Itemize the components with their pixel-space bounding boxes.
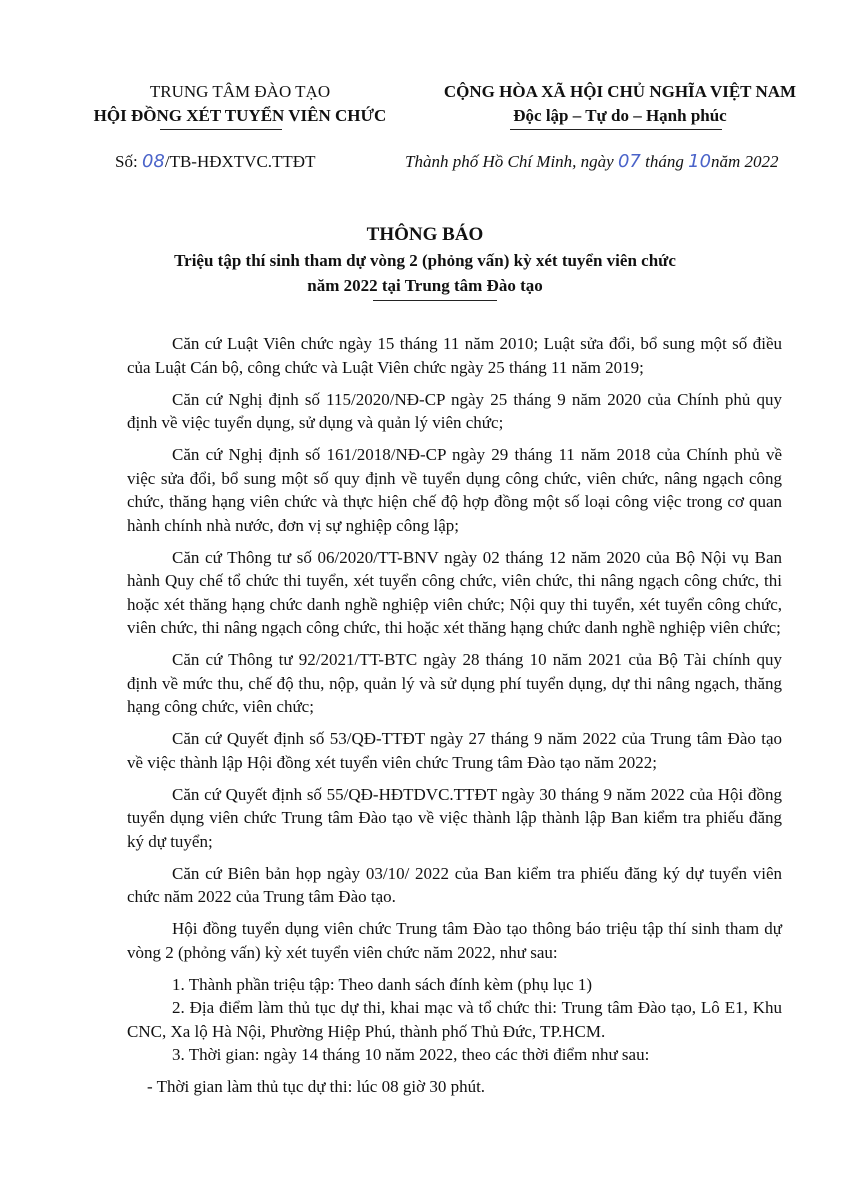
list-item: 2. Địa điểm làm thủ tục dự thi, khai mạc và tổ chức thi: Trung tâm Đào tạo, Lô E1, Khu CNC, Xa lộ Hà Nội, Phường Hiệp Phú, thành phố Thủ Đức, TP.HCM. — [127, 998, 782, 1041]
notice-title: THÔNG BÁO — [366, 224, 484, 245]
place-date-prefix: Thành phố Hồ Chí Minh, ngày — [405, 152, 618, 171]
month-label: tháng — [640, 152, 689, 171]
list-item: 1. Thành phần triệu tập: Theo danh sách đính kèm (phụ lục 1) — [172, 974, 593, 994]
paragraph: Căn cứ Quyết định số 55/QĐ-HĐTDVC.TTĐT ngày 30 tháng 9 năm 2022 của Hội đồng tuyển dụng viên chức Trung tâm Đào tạo về việc thành lập thành lập Ban kiểm tra phiếu đăng ký dự tuyển; — [127, 784, 782, 851]
title-underline — [373, 300, 497, 301]
notice-subtitle-line2: năm 2022 tại Trung tâm Đào tạo — [307, 276, 543, 295]
paragraph: Căn cứ Nghị định số 161/2018/NĐ-CP ngày 29 tháng 11 năm 2018 của Chính phủ về việc sửa đổi, bổ sung một số quy định về tuyển dụng công chức, viên chức, nâng ngạch công chức, thăng hạng viên chức và thực hiện chế độ hợp đồng một số loại công việc trong cơ quan hành chính nhà nước, đơn vị sự nghiệp công lập; — [127, 445, 782, 535]
country-name: CỘNG HÒA XÃ HỘI CHỦ NGHĨA VIỆT NAM — [443, 82, 797, 101]
issuer-underline — [160, 129, 282, 130]
motto: Độc lập – Tự do – Hạnh phúc — [513, 106, 727, 125]
month-handwritten: 10 — [688, 151, 712, 172]
list-item: 3. Thời gian: ngày 14 tháng 10 năm 2022, theo các thời điểm như sau: — [172, 1045, 650, 1064]
paragraph: Căn cứ Thông tư 92/2021/TT-BTC ngày 28 tháng 10 năm 2021 của Bộ Tài chính quy định về mức thu, chế độ thu, nộp, quản lý và sử dụng phí tuyển dụng, dự thi nâng ngạch, thăng hạng công chức, viên chức; — [127, 650, 782, 716]
year-label: năm 2022 — [711, 152, 779, 171]
paragraph: Căn cứ Nghị định số 115/2020/NĐ-CP ngày 25 tháng 9 năm 2020 của Chính phủ quy định về việc tuyển dụng, sử dụng và quản lý viên chức; — [127, 389, 782, 432]
paragraph: Căn cứ Quyết định số 53/QĐ-TTĐT ngày 27 tháng 9 năm 2022 của Trung tâm Đào tạo về việc thành lập Hội đồng xét tuyển viên chức Trung tâm Đào tạo năm 2022; — [127, 729, 782, 772]
document-number-handwritten: 08 — [141, 151, 165, 172]
paragraph: Căn cứ Luật Viên chức ngày 15 tháng 11 năm 2010; Luật sửa đổi, bổ sung một số điều của Luật Cán bộ, công chức và Luật Viên chức ngày 25 tháng 11 năm 2019; — [127, 334, 782, 377]
motto-underline — [510, 129, 722, 130]
paragraph: - Thời gian làm thủ tục dự thi: lúc 08 giờ 30 phút. — [147, 1077, 486, 1096]
national-motto-block — [405, 80, 835, 128]
paragraph: Căn cứ Thông tư số 06/2020/TT-BNV ngày 02 tháng 12 năm 2020 của Bộ Nội vụ Ban hành Quy chế tổ chức thi tuyển, xét tuyển công chức, viên chức, thi nâng ngạch công chức, thi hoặc xét thăng hạng chức danh nghề nghiệp viên chức; Nội quy thi tuyển, xét tuyển công chức, viên chức, thi nâng ngạch công chức, thi hoặc xét thăng hạng chức danh nghề nghiệp viên chức; — [127, 547, 782, 637]
paragraph: Hội đồng tuyển dụng viên chức Trung tâm Đào tạo thông báo triệu tập thí sinh tham dự vòng 2 (phỏng vấn) kỳ xét tuyển viên chức năm 2022, như sau: — [127, 919, 782, 962]
issuer-name: HỘI ĐỒNG XÉT TUYỂN VIÊN CHỨC — [93, 106, 387, 125]
notice-subtitle-line1: Triệu tập thí sinh tham dự vòng 2 (phỏng vấn) kỳ xét tuyển viên chức — [174, 251, 676, 270]
issuer-parent: TRUNG TÂM ĐÀO TẠO — [149, 82, 331, 101]
paragraph: Căn cứ Biên bản họp ngày 03/10/ 2022 của Ban kiểm tra phiếu đăng ký dự tuyển viên chức năm 2022 của Trung tâm Đào tạo. — [127, 863, 782, 906]
notice-title-block — [100, 222, 750, 298]
document-body — [127, 332, 782, 1107]
document-number — [115, 151, 315, 172]
place-date — [405, 151, 779, 172]
document-number-label: Số: — [115, 152, 142, 171]
issuer-block — [60, 80, 420, 128]
document-number-code: /TB-HĐXTVC.TTĐT — [164, 152, 316, 171]
day-handwritten: 07 — [617, 151, 641, 172]
